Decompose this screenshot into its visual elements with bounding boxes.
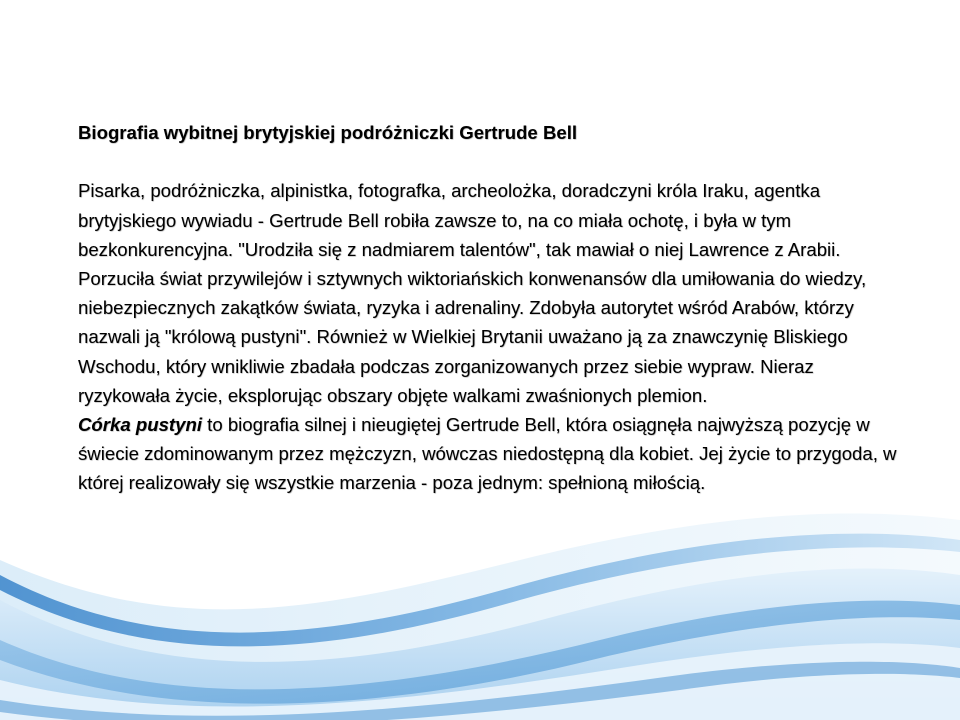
paragraph-2 bbox=[78, 410, 898, 498]
blank-line bbox=[78, 147, 898, 176]
slide-title: Biografia wybitnej brytyjskiej podróżniczki Gertrude Bell bbox=[78, 122, 578, 143]
book-title: Córka pustyni bbox=[78, 414, 202, 436]
slide-text-box bbox=[78, 118, 898, 498]
paragraph-1: Pisarka, podróżniczka, alpinistka, fotografka, archeolożka, doradczyni króla Iraku, agentka brytyjskiego wywiadu - Gertrude Bell robiła zawsze to, na co miała ochotę, i była w tym bezkonkurencyjna. "Urodziła się z nadmiarem talentów", tak mawiał o niej Lawrence z Arabii. Porzuciła świat przywilejów i sztywnych wiktoriańskich konwenansów dla umiłowania do wiedzy, niebezpiecznych zakątków świata, ryzyka i adrenaliny. Zdobyła autorytet wśród Arabów, którzy nazwali ją "królową pustyni". Również w Wielkiej Brytanii uważano ją za znawczynię Bliskiego Wschodu, który wnikliwie zbadała podczas zorganizowanych przez siebie wypraw. Nieraz ryzykowała życie, eksplorując obszary objęte walkami zwaśnionych plemion. bbox=[78, 180, 867, 406]
paragraph-2-text: to biografia silnej i nieugiętej Gertrude Bell, która osiągnęła najwyższą pozycję w świecie zdominowanym przez mężczyzn, wówczas niedostępną dla kobiet. Jej życie to przygoda, w której realizowały się wszystkie marzenia - poza jednym: spełnioną miłością. bbox=[78, 414, 897, 494]
